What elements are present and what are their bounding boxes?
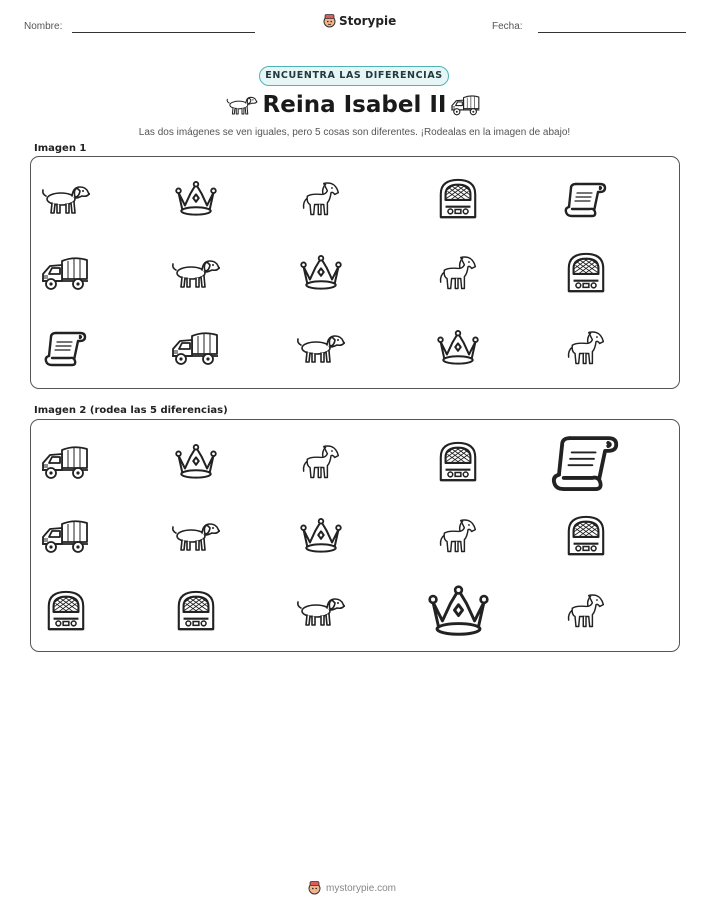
dog-icon[interactable]: [296, 331, 346, 365]
dog-icon[interactable]: [171, 256, 221, 290]
radio-icon[interactable]: [436, 177, 480, 221]
footer-site[interactable]: mystorypie.com: [326, 882, 397, 894]
image1-panel: [30, 156, 680, 389]
truck-icon: [450, 94, 482, 121]
name-label: Nombre:: [24, 21, 63, 32]
radio-icon[interactable]: [174, 589, 218, 633]
dog-icon[interactable]: [41, 182, 91, 216]
crown-icon[interactable]: [298, 254, 344, 292]
date-line[interactable]: [538, 32, 686, 33]
scroll-icon[interactable]: [44, 328, 88, 368]
dog-icon[interactable]: [171, 519, 221, 553]
date-label: Fecha:: [492, 21, 523, 32]
crown-icon[interactable]: [425, 584, 492, 639]
image2-label: Imagen 2 (rodea las 5 diferencias): [34, 405, 228, 416]
horse-icon[interactable]: [300, 178, 342, 220]
activity-badge: ENCUENTRA LAS DIFERENCIAS: [259, 66, 449, 86]
image1-label: Imagen 1: [34, 143, 87, 154]
storypie-mascot-icon: [323, 14, 336, 28]
horse-icon[interactable]: [565, 327, 607, 369]
horse-icon[interactable]: [437, 252, 479, 294]
brand-logo: [323, 14, 396, 28]
truck-icon[interactable]: [40, 444, 92, 480]
radio-icon[interactable]: [436, 440, 480, 484]
footer: [308, 881, 396, 895]
storypie-mascot-icon: [308, 881, 321, 895]
dog-icon[interactable]: [296, 594, 346, 628]
truck-icon[interactable]: [40, 255, 92, 291]
radio-icon[interactable]: [564, 514, 608, 558]
crown-icon[interactable]: [298, 517, 344, 555]
horse-icon[interactable]: [437, 515, 479, 557]
radio-icon[interactable]: [564, 251, 608, 295]
crown-icon[interactable]: [435, 329, 481, 367]
image2-panel: [30, 419, 680, 652]
truck-icon[interactable]: [40, 518, 92, 554]
instructions: Las dos imágenes se ven iguales, pero 5 cosas son diferentes. ¡Rodealas en la imagen de abajo!: [138, 127, 571, 138]
horse-icon[interactable]: [565, 590, 607, 632]
truck-icon[interactable]: [170, 330, 222, 366]
horse-icon[interactable]: [300, 441, 342, 483]
crown-icon[interactable]: [173, 443, 219, 481]
page-title: Reina Isabel II: [262, 92, 447, 118]
radio-icon[interactable]: [44, 589, 88, 633]
crown-icon[interactable]: [173, 180, 219, 218]
name-line[interactable]: [72, 32, 255, 33]
scroll-icon[interactable]: [551, 430, 621, 494]
brand-name: Storypie: [339, 14, 397, 28]
scroll-icon[interactable]: [564, 179, 608, 219]
